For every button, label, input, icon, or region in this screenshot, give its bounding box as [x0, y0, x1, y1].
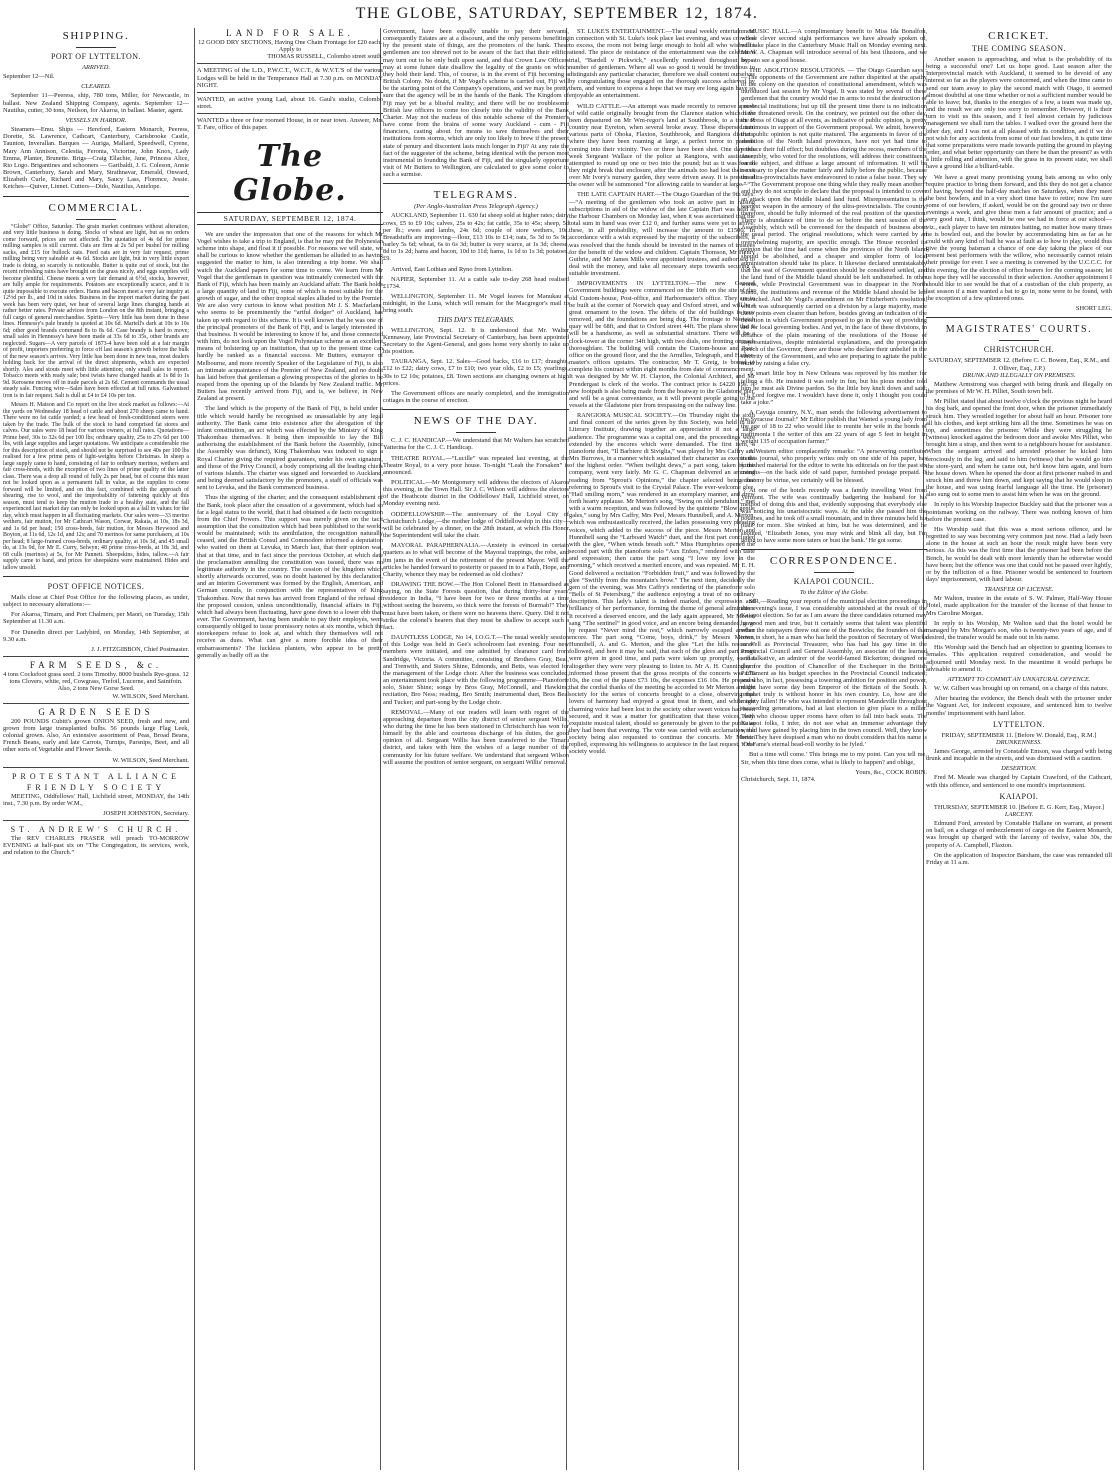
magistrates-heading: MAGISTRATES' COURTS.: [945, 324, 1093, 336]
st-andrews-heading: ST. ANDREW'S CHURCH.: [10, 825, 182, 835]
divider: [76, 47, 116, 48]
this-days-telegrams-heading: THIS DAY'S TELEGRAMS.: [437, 316, 515, 325]
land-for-sale-signature: THOMAS RUSSELL, Colombo street south.: [267, 53, 383, 61]
post-office-notice: For Akaroa, Timaru, and Port Chalmers, per Maori, on Tuesday, 15th September at 11.30 a.m.: [3, 611, 189, 626]
cricket-signature: SHORT LEG.: [1075, 305, 1112, 313]
cricket-paragraph: Another season is approaching, and what is the probability of its being a successful one? Let us hope good. Last season after the Interprovincial match with Auckland, it seemed to be devoid of any interest so far as the players were concerned, and when the time came to send our team away to play the second match with Otago, it seemed almost doubtful at one time whether or not a sufficient number would be able to leave; but, thanks to the energies of a few, a team was made up, and the result we are only too sorry to remember. However, it is their turn to visit us this season, and I feel almost certain by judicious management we shall turn the tables. I walked over the ground here the other day, and I was not at all pleased with its condition, and if we do not wish for any accidents from some of our fast bowlers, it is quite time that some preparations were made towards putting the ground in playing order, and what better opportunity can there be than the present? as with a little rolling and attention, with the grass in its present state, we shall have a ground like a billiard-table.: [926, 56, 1112, 171]
christchurch-heading: CHRISTCHURCH.: [983, 345, 1055, 355]
news-item: MUSIC HALL.—A complimentary benefit to Miss Ida Bonalfon, whose clever second sight performances we have already spoken of, will take place in the Canterbury Music Hall on Monday evening next. Mr W. A. Chapman will introduce several of his best illusions, and we hope to see a good house.: [741, 28, 927, 64]
kaiapoi-court-heading: KAIAPOI.: [999, 791, 1039, 801]
news-item: A Western editor complacently remarks: “A persevering contributor to this journal, who properly writes only on one side of his paper, has furnished material for the editor to write his editorials on for the past six months—on the back side of said paper, furnished postage prepaid. If economy be virtue, we certainly will be blessed.: [741, 447, 927, 484]
telegram-item: Arrived, East Lothian and Ryno from Lyttelton.: [391, 265, 513, 273]
temperance-meeting-text: A MEETING of the L.D., P.W.C.T., W.C.T., & W.V.T.'S of the various Lodges will be held in the Temperance Hall at 7.30 p.m. on MONDAY NIGHT.: [197, 67, 383, 89]
news-item: RANGIORA MUSICAL SOCIETY.—On Thursday night the sixth and final concert of the series given by this Society, was held in the Literary Institute, drawing together an appreciative if not a large audience. The programme was a capital one, and the proceedings were extended by the encores which were demanded. The first item, a pianoforte duet, “Il Barbiere di Siviglia,” was played by Mrs Caffry and Mrs Burrows, in a manner which sustained their character as executants of the highest order. “When twilight dews,” a part song, taken by the company, went very fairly. Mr G. C. Chapman delivered an amusing reading from “Sprout's Opinions,” the chapter selected being that referring to Sprout's visit to the Crystal Palace. The ever-welcome glee, “Hail smiling morn,” was rendered in an exemplary manner, and drew forth hearty applause. Mr Merton's song, “Swing on old pendulum,” met with a warm reception, and was followed by the quintette “Blow gentle gales,” sung by Mrs Caffry, Mrs Peel, Messrs Hunnibell, and A. Merton, which was enthusiastically received, the ladies possessing very pleasing voices, which added to the success of the piece. Messrs Merton and Hunnibell sang the “Larboard Watch” duet, and the first part concluded with the glee, “When winds breath soft.” Miss Humphries opened the second part with the pianoforte solo “Aux Enfers,” rendered with taste and expression; then came the part song “I love my love in the morning,” which received a merited encore, and was repeated. Mr E. H. Good delivered a recitation “Forbidden fruit,” and was followed by the glee “Swiftly from the mountain's brow.” The next item, decidedly the gem of the evening, was Mrs Caffry's rendering of the pianoforte solo “Bells of St Petersburg,” the audience enjoying a treat of no ordinary description. This lady's talent is indeed marked, the expression and brilliancy of her performance, forming the theme of general admiration. It received a deserved encore, and the lady again appeared, Mr Merton sang “The sentinel” in good voice, and an encore being demanded, gave by request “Never mind the rest,” which narrowly escaped another encore. The part song “Come, boys, drink,” by Messrs Merton, Hunnibell, A. and G. Merton, and the glee “Let the hills resound” followed, and here it may be said, that each of the glees and part songs were given in good time, and parts were taken up promptly, so that altogether they were very pleasing to listen to. Mr A. H. Cunningham informed those present that the gross receipts of the concerts was £76 10s, the cost of the piano £73 10s, the expenses £16 10s. He proposed that the cordial thanks of the meeting be accorded to Mr Merton and the society for the series of concerts brought to a close, observing that lovers of harmony had enjoyed a great treat in them, and while one charming voice had been lost to the society other sweet voices had been secured, and it was a matter for gratification that these voices, with exquisite musical talent, should so generously be given to the public as they had been that evening. The vote was carried with acclamation, the society being also requested to continue the concerts. Mr Merton replied, expressing his willingness to acquiesce in the last request, if the society would.: [569, 412, 755, 756]
masthead: THE GLOBE, SATURDAY, SEPTEMBER 12, 1874.: [355, 5, 759, 22]
court-date: THURSDAY, SEPTEMBER 10. [Before E. G. Kerr, Esq., Mayor.]: [933, 803, 1105, 811]
column-2: [197, 28, 383, 1470]
wanted-ad: [197, 113, 383, 131]
court-paragraph: Fred M. Meade was charged by Captain Crawford, of the Cathcart, with this offence, and sentenced to one month's imprisonment.: [926, 774, 1112, 789]
farm-seeds-text: 4 tons Cocksfoot grass seed. 2 tons Timothy. 8000 bushels Rye-grass. 12 tons Clovers, white, red, Cowgrass, Trefoil, Lucerne, and Saintfoin. Also, 2 tons New Gorse Seed.: [3, 671, 189, 693]
protestant-alliance-signature: JOSEPH JOHNSTON, Secretary.: [103, 809, 189, 817]
dateline: SATURDAY, SEPTEMBER 12, 1874.: [197, 212, 383, 225]
telegram-item: AUCKLAND, September 11. 630 fat sheep sold at higher rates; dairy cows, £5 to £9 10s; calves, 25s to 42s; fat cattle, 35s to 45s; sheep, 5d per lb.; ewes and lambs, 24s 6d; couple of store wethers, 10s. Breadstuffs are improving—flour, £13 10s to £14; oats, 5s 3d to 5s 9d; barley 5s 6d; wheat, 6s to 6s 3d; butter is very scarce, at 1s 3d; cheese, 8d to 1s 2d; hams and bacon, 10d to 11d; hams, 1s 1d to 1s 3d; potatoes, £9.: [383, 212, 569, 263]
news-item: THE LATE CAPTAIN HART.—The Otago Guardian of the 9th says:—“A meeting of the gentlemen who took an active part in raising subscriptions in aid of the widow of the late Captain Hart was held at the Harbour Chambers on Monday last, when it was ascertained that the total sum in hand was over £12 0, and further sums were yet to arrive; these, in all probability, will increase the amount to £1500. In accordance with a wish expressed by the majority of the subscribers, it was resolved that the funds should be invested in the names of trustees for the benefit of the widow and children. Captain Thomson, Mr Henry Guthrie, and Mr James Mills were appointed trustees, and authorised to deal with the money, and take all necessary steps towards securing a suitable investment.: [569, 191, 755, 278]
news-item: At one of the hotels recently was a family travelling West from Vermont. The wife was continually badgering the husband for his method of doing this and that, evidently supposing that everybody else was noticing his unaristocratic ways. At the table she passed him the potatoes, and he took off a small mountain, and in three minutes held his plate for more. She winked at him, but he was determined, and he shouted, ‘Elizabeth Jones, you may wink and blink all day, but I'm going to have some more taters or bust the bank.’ He got some.: [741, 486, 927, 544]
cleared-label: CLEARED.: [81, 83, 111, 91]
commercial-report: “Globe” Office, Saturday. The grain market continues without alteration, and very little business is doing. Stocks of wheat are light, but as no orders come forward, prices are not affected. The quotation of 4s 6d for prime milling samples is still current. Oats are firm at 2s 5d per bushel for milling sacks, and £15 for bullock oats. Feed oats are in very fair request, prime milling being very saleable at 4s 6d. Stocks are light, but in very little export trade is doing, so scarcely is noticeable. Butter is quite out of stock, but the recent refreshing rains have brought on the grass nicely, and eggs supplies will become plentiful. Cheese meets a very fair demand at 6½d, stocks, however, are fully ample for requirements. Potatoes are exceptionally scarce, and it is quite impossible to execute orders. Hams and bacon meet a very fair inquiry at 12½d per lb., and 10d in sides. Business in the import market during the past week has been very quiet, we hear of several large lines changing hands at rather better rates. Private advices from London on the 8th instant, bringing a full cargo of general merchandise. Spirits—Very little has been done in these lines. Hennessy's pale brandy is quoted at 10s 6d. Martell's dark at 10s to 10s 6d; other good brands command 8s to 8s 6d. Case brandy is hard to move; small sales in Hennessy's have been made at 33s 6d to 35s, other brands are neglected. Sugars—A very parcels of 1873-4 have been sold at a fair margin of profit, importers preferring to force off last season's growth before the bulk of the new season's arrives. Very little has been done in new teas, most dealers holding back for the arrival of the direct shipments, which are expected shortly. Ales and stouts meet with little attention; only small sales to report. Tobacco meets with ready sale; best twists have changed hands at 1s 8d to 1s 9d. Kerosene moves off in trade parcels at 2s 6d. Cement commands the usual steady sale. Fencing wire—Sales have been effected at full rates. Galvanised iron is in fair request. Salt is dull at £4 to £4 10s per ton.: [3, 223, 189, 399]
court-paragraph: In reply to his Worship Inspector Buckley said that the prisoner was a pointsman working on the railway. There was nothing known of him before the present case.: [926, 501, 1112, 523]
newspaper-logo: The Globe.: [233, 138, 347, 208]
telegrams-subheading: (Per Anglo-Australian Press Telegraph Agency.): [414, 203, 538, 211]
news-item: DRAWING THE BOW.—The Hon Colonel Brett in Hansardised as saying, on the State Forests question, that during thirty-four years' residence in India, “I have been for two or three months at a time without seeing the heavens, so thick were the forests of Burmah!” They must have been taken, or there were no heavens there. Query. Did it not strike the colonel's hearers that they must be shallow to accept such a fact.: [383, 581, 569, 631]
news-item: IMPROVEMENTS IN LYTTELTON.—The new General Government buildings were commenced on the 10th on the site of the old Custom-house, Post-office, and Harbormaster's office. They are to be built at the corner of Norwich quay and Oxford street, and will be a great ornament to the town. The débris of the old buildings is now removed, and the foundations are being dug. The frontage to Norwich quay will be 68ft, and that to Oxford street 44ft. The plans show that it will be a handsome, as well as substantial structure. There will be a clock-tower at the corner 34ft high, with two dials, one fronting on each thoroughfare. The building will contain the Custom-house and Post-office on the ground floor, and the the Armilles, Telegraph, and Harbor-master's offices upstairs. The contractor, Mr T. Greig, is bound to complete his contract within eight months from date of commencement. It was designed by Mr W. H. Clayton, the Colonial Architect, and Mr Prendergast is clerk of the works. The contract price is £4220 19s. A new footpath is also being made from the boatway to the Gladstone pier, and will be a great convenience, as it will prevent people going to the vessels at the Gladstone pier from trespassing on the railway line.: [569, 280, 755, 409]
news-item: WILD CATTLE.—An attempt was made recently to remove a mob of wild cattle originally brought from the Clarence station which have been depastured on Mr Wm-regor's land at Southbrook, to a tract of country near Eyreton, when several broke away. These dispersed into various parts of Ohoka, Flaxton, Southbrook, and Rangiora districts, where they have been roaming at large, a perfect terror to persons coming into their vicinity. Two or three have been shot. One day this week Sergeant Wallace of the police at Rangiora, with assistance, attempted to round up one or two into the pound; but as it was feared they might break that enclosure, after the animals too had lost their exit over Mr Ivory's nursery garden, they were driven away. It is presumed the owner will be summoned “for allowing cattle to wander at large.”: [569, 102, 755, 189]
news-item: DAUNTLESS LODGE, No 14, I.O.G.T.—The usual weekly session of this Lodge was held in Gee's schoolroom last evening. Four new members were initiated, and one admitted by clearance card from Sandridge, Victoria. A committee, consisting of Brothers Gray, Beal, and Trenwith, and Sisters Shine, Edmonds, and Betts, was elected for the management of the Lodge choir. After the business was concluded, an entertainment took place with the following programme—Pianoforte solo, Sister Shine; songs by Bros Gray, McConnell, and Hawkins; recitation, Bro Ness; reading, Bro Smith; instrumental duet, Bros Beal and Tucker; and part-song by the Lodge choir.: [383, 634, 569, 706]
court-date: FRIDAY, SEPTEMBER 11. [Before W. Donald, Esq., R.M.]: [941, 731, 1097, 739]
news-item: A smart little boy in New Orleans was reproved by his mother for telling a fib. He insisted it was only in fun, but his pious mother told him he must ask Divine pardon. So the little boy knelt down and said: “O, Lord forgive me. I wouldn't have done it, only I thought you could take a joke.”: [741, 370, 927, 406]
telegram-item: The Government offices are nearly completed, and the immigration cottages in the course of erection.: [383, 389, 569, 405]
leader-paragraph: Government, have been equally unable to pay their servants, consequently Estates are at a discount, and the only persons benefiting by the present state of things, are the promoters of the bank. These gentlemen are too shrewd not to be aware of the fact that their edifice may turn out to be only built upon sand, and that Crown Law Officers may at some future date disallow the legality of the grants on which they hold their land. This, of course, is in the event of Fiji becoming a British Colony. No doubt, if Mr Vogel's scheme is carried out, Fiji will be the starting point of the Company's operations, and we may be pretty sure that the agency will be in the hands of the Bank. The Kingdom of Fiji may yet be a blissful reality; and there will be no troublesome British law officers to come too closely into the validity of the Bank Charter. May not the nucleus of this notable scheme of the Premier's have come from the brains of some wary Auckland - cum - Fiji financiers, casting about for means to save themselves and their institutions from storms, which are only too likely to brew if the present state of penury and discontent lasts much longer in Fiji? At any rate the fact of the suggester of the scheme, being identical with the person most instrumental in founding the Bank of Fiji, and the singularly opportune visit of Mr Butters to Wellington, are calculated to give some color to such a surmise.: [383, 28, 569, 179]
leader-paragraph: The land which is the property of the Bank of Fiji, is held under a title which would hardly be recognised as unassailable by any legal authority. The Bank came into existence after the abrogation of the infant constitution, an act which was effected by the Ministry of King Thakombau themselves. It being then impossible to lay the Bill authorising the establishment of the Bank before the Assembly, (since the Assembly was defunct), King Thakombau was induced to sign a Royal Charter giving the required guarantees, under his own signature, and those of the Privy Council, a body comprising all the leading chiefs of various islands. The charter was signed and forwarded to Auckland, and being deemed satisfactory by the promoters, a staff of officials was sent to Levuka, and the Bank commenced business.: [197, 405, 383, 492]
post-office-heading: POST OFFICE NOTICES.: [47, 582, 145, 591]
letter-paragraph: SIR,—Reading your reports of the municipal election proceedings in this evening's issue, I was considerably astonished at the result of the Kaiapoi election. So far as I am aware the three candidates returned may be good men and true, but it certainly seems that talent was plentiful when the ratepayers threw out one of the Beswicks; the founders of that town in short, he a man who has held the position of Secretary of Works as well as Provincial Treasurer, who has had his gay time in the Provincial Council and General Assembly, an associate of the learned and talkative, an admirer of the world-famed Bickerton; designed one day for the position of Chancellor of the Exchequer in the British Parliament as his budget speeches in the Provincial Council indicated; and who, in fact, possessing a towering ambition for position and power, might have some day been Emperor of the Britain of the South. A prophet truly is without honor in his own country. Lo, how are the mighty fallen! He who was intended to represent Mandeville throughout succeeding generations, had at last election to give place to a miller. They who choose upper rooms have often to fall into back seats. The Kaiapoi folks, I infer, do not see what an immense advantage they would have gained by placing him in the town council. Well, they know best. They have despised a man who no doubt considers that his name is ‘On Fame's eternal bead-roll worthy to be fyled.’: [741, 598, 927, 749]
telegram-item: WELLINGTON, Sept. 12. It is understood that Mr. Walter Kennaway, late Provincial Secretary of Canterbury, has been appointed Secretary to the Agent-General, and goes home very shortly to take up his position.: [383, 326, 569, 356]
cricket-subheading: THE COMING SEASON.: [971, 44, 1067, 53]
farm-seeds-signature: W. WILSON, Seed Merchant.: [112, 692, 189, 700]
land-for-sale-text: 12 GOOD DRY SECTIONS, Having One Chain Frontage for £20 each. Apply to: [198, 39, 382, 54]
column-4: [569, 28, 755, 1470]
letter-signature: Yours, &c., COCK ROBIN.: [855, 768, 927, 776]
court-paragraph: W. W. Gilbert was brought up on remand, on a charge of this nature.: [934, 685, 1109, 693]
kaiapoi-council-heading: KAIAPOI COUNCIL.: [793, 576, 875, 586]
news-item: A Cayuga country, N.Y., man sends the following advertisement to the Syracuse Journal:“ Mr Editor publish that Wanted a young lady from the age of 18 to 22 who would like to reunite her wife in the bonds of matrimonia I the writer of this am 22 years of age 5 feet in height in weight 135 of occupation farmer.”: [741, 409, 927, 445]
telegrams-heading: TELEGRAMS.: [433, 189, 519, 202]
protestant-alliance-heading: PROTESTANT ALLIANCE FRIENDLY SOCIETY: [12, 771, 180, 792]
news-item: ST. LUKE'S ENTERTAINMENT.—The usual weekly entertainment in connection with St. Luke's took place last evening, and was crowded to excess, the room not being large enough to hold all who wished to attend. The piece de resistance of the entertainment was the celebrated trial, “Bardell v Pickwick,” excellently rendered throughout by a number of gentlemen. Where all was so good it would be invidious to distinguish any particular character, therefore we shall content ourselves by congratulating those engaged on the thorough success achieved by them, and venture to express a hope that we may ere long again have so enjoyable an entertainment.: [569, 28, 755, 100]
lyttelton-heading: LYTTELTON.: [993, 719, 1045, 729]
case-heading: DESERTION.: [1001, 765, 1037, 773]
garden-seeds-ad: [3, 703, 189, 764]
news-item: THEATRE ROYAL.—“Lucille” was repeated last evening, at the Theatre Royal, to a very poor house. To-night “Leah the Forsaken” is announced.: [383, 454, 569, 476]
temperance-meeting-ad: [197, 63, 383, 88]
news-item: REMOVAL.—Many of our readers will learn with regret of the approaching departure from the city district of senior sergeant Willis, who during the time he has been stationed in Christchurch has won for himself by the able and courteous discharge of his duties, the good opinion of all. Sergeant Willis has been transferred to the Timaru district, and takes with him the wishes of a large number of the community for his future welfare. We understand that sergeant Wilson will assume the position of senior sergeant, on sergeant Willis' removal.: [383, 708, 569, 766]
news-item: MAYORAL PARAPHERNALIA.—Anxiety is evinced in certain quarters as to what will become of the Mayoral trappings, the robe, and jim jams in the event of the retirement of the present Mayor. Will the articles be handed forward to posterity or passed in to a Faith, Hope, and Charity, whence they may be redeemed as old clothes?: [383, 542, 569, 578]
arrived-text: September 12—Nil.: [3, 73, 55, 81]
commercial-heading: COMMERCIAL.: [48, 201, 144, 214]
court-paragraph: His Worship said the Bench had an objection to granting licenses to females. This application required consideration, and would be adjourned until Monday next. In the meantime it would perhaps be advisable to amend it.: [926, 644, 1112, 673]
column-rule: [194, 28, 195, 1470]
letter-salutation: To the Editor of the Globe.: [799, 588, 869, 596]
protestant-alliance-text: MEETING, Oddfellows' Hall, Lichfield street, MONDAY, the 14th inst., 7.30 p.m. By order W.M.,: [3, 792, 189, 807]
column-3: [383, 28, 569, 1470]
wanted-lad-text: WANTED, an active young Lad, about 16. Gaul's studio, Colombo street.: [197, 95, 383, 111]
st-andrews-text: The REV CHARLES FRASER will preach TO-MORROW EVENING at half-past six on “The Congregation, its services, work, and relation to the Church.”: [3, 835, 189, 857]
letter-paragraph: But a time will come.’ This brings me to my point. Can you tell me, Sir, when this time does come, what is likely to happen? and oblige,: [741, 751, 927, 766]
news-item: C. J. C. HANDICAP.—We understand that Mr Walters has scratched Yatterina for the C. J. C. Handicap.: [383, 437, 569, 452]
post-office-signature: J. J. FITZGIBBON, Chief Postmaster.: [91, 645, 189, 653]
leader-paragraph: Thus the signing of the charter, and the consequent establishment of the Bank, took place after the cessation of a government, which had so far a legal status to the world, that it had obtained a de facto recognition from the Chief Powers. This support was merely given on the tacit assumption that the constitution which had been published to the world, would be maintained; with its annihilation, the recognition naturally ceased, and the British Consul and Commodore informed a deputation who waited on them at Levuka, in March last, that their opinion was, that at that time, and in fact since the previous October, at which date the proclamation annulling the constitution was issued, there was no legitimate authority in the country. The cession of the kingdom which shortly afterwards occurred, was no doubt hastened by this declaration, and an interim Government was formed by the English, American, and German consuls, in conjunction with the representatives of King Thakombau. Now that news has arrived from England of the refusal of the proposed cession, unless unconditionally, financial affairs in Fiji, which had always been fluctuating, have gone down to a lower ebb than ever. The Government, having been unable to pay their employés, were consequently obliged to issue promissory notes at six months, which the storekeepers refuse to look at, and which they themselves will not receive as dues. What can give a more forcible idea of their embarrassments? The luckless planters, who appear to be pretty generally as badly off as the: [197, 494, 383, 659]
court-paragraph: Mr Walton, trustee in the estate of S. W. Palmer, Half-Way House Hotel, made application for the transfer of the license of that house to Mrs Caroline Morgan.: [926, 595, 1112, 617]
post-office-notice: For Dunedin direct per Ladybird, on Monday, 14th September, at 9.30 a.m.: [3, 628, 189, 643]
column-1: [3, 28, 189, 1470]
protestant-alliance-ad: [3, 767, 189, 817]
wanted-ad: [197, 92, 383, 110]
news-of-the-day-heading: NEWS OF THE DAY.: [413, 415, 539, 428]
telegram-item: TAURANGA, Sept. 12. Sales—Good backs, £16 to £17; draughts, £12 to £22; dairy cows, £7 to £10; two year olds, £2 to £5; yearlings, 30s to £2 10s; potatoes, £8. Town sections are changing owners at high prices.: [383, 358, 569, 387]
wanted-house-text: WANTED a three or four roomed House, in or near town. Answer, Mrs T. Fare, office of this paper.: [197, 117, 383, 132]
land-for-sale-ad: [197, 28, 383, 60]
port-heading: PORT OF LYTTELTON.: [50, 52, 142, 61]
case-heading: ATTEMPT TO COMMIT AN UNNATURAL OFFENCE.: [947, 675, 1091, 683]
column-6: [926, 28, 1112, 1470]
case-heading: LARCENY.: [1004, 810, 1034, 818]
column-5: [741, 28, 927, 1470]
cricket-heading: CRICKET.: [988, 30, 1050, 42]
court-paragraph: In reply to his Worship, Mr Walton said that the hotel would be managed by Mrs Morgan's son, who is twenty-two years of age, and if desired, the transfer would be made out in his name.: [926, 619, 1112, 642]
st-andrews-ad: [3, 820, 189, 856]
case-heading: DRUNK AND ILLEGALLY ON PREMISES.: [962, 371, 1076, 379]
cleared-text: September 11—Peeress, ship, 780 tons, Miller, for Newcastle, in ballast. New Zealand Shipping Company, agents. September 12—Nautilus, cutter, 30 tons, Neilson, for Akaroa, in ballast. Master, agent.: [3, 92, 189, 114]
arrived-label: ARRIVED.: [82, 64, 110, 71]
telegram-item: WELLINGTON, September 11. Mr Vogel leaves for Manukau at midnight, in the Luna, which will remain for the Macgregor's mail to bring south.: [383, 293, 569, 315]
court-paragraph: After hearing the evidence, the Bench dealt with the prisoner under the Vagrant Act, for indecent exposure, and sentenced him to twelve months' imprisonment with hard labor.: [926, 695, 1112, 717]
court-paragraph: His Worship said that this was a most serious offence, and he regretted to say was becoming very common just now. Had a lady been alone in the house at such an hour the result might have been very serious. As this was the first time that the prisoner had been before the Bench, he would be dealt with more leniently than he otherwise would have been; but the offence was one that could not be passed over lightly, or by the infliction of a fine. Prisoner would be sentenced to fourteen days' imprisonment, with hard labour.: [926, 525, 1112, 583]
news-item: ODDFELLOWSHIP.—The anniversary of the Loyal City of Christchurch Lodge,—the mother lodge of Oddfellowship in this city—will be celebrated by a dinner, on the 28th instant, at which His Honor the Superintendent will take the chair.: [383, 510, 569, 540]
letter-date: Christchurch, Sept. 11, 1874.: [741, 775, 816, 783]
post-office-notice: Mails close at Chief Post Office for the following places, as under, subject to necessary alterations:—: [3, 594, 189, 609]
news-item: THE ABOLITION RESOLUTIONS. — The Otago Guardian says :—The opponents of the Government are rather dispirited at the apathy of the colony on the question of constitutional amendment, which was introduced last session by Mr Vogel. It was stated by several of these gentlemen that the country would rise in arms to resist the destruction of provincial institutions; but up till the present time there is no indication of the threatened revolt. On the contrary, we pointed out the other day, the Press of Otago at all events, as indicative of public opinion, is pretty unanimous in support of the Government proposal. We admit, however, that public opinion is not quite matured. The arguments in favor of the abolition of the North Island provinces, have not yet had time to produce their full effect; but doubtless during the recess, members of the Assembly, who voted for the resolutions, will address their constituents on the subject, and diffuse a large amount of information. It will be necessary to place the matter fairly and fully before the public, because the ultra-provincialists have endeavoured to raise a false issue. They say—“The Government propose one thing while they really mean another;” and they do not scruple to declare that the proposal is intended to cover an attack upon the Middle Island land fund. Misrepresentation is the keenest weapon in the armoury of the ultra-provincialists. The country, therefore, should be fully informed of the real position of the question. There is abundance of time to do so before the next session of the Assembly, which will be convened for the despatch of business about the usual period. The original resolutions, which were carried by an overwhelming majority, are specific enough. The House recorded its opinion that the time had come when the provinces of the North Island should be abolished, and a cheaper and simpler form of local administration should take its place. It likewise declared unmistakably that the seat of Government question should be considered settled, and the land fund of the Middle Island should be left undisturbed. In other words, while Provincial Government was to disappear in the North Island, the institutions and revenue of the Middle Island should be left untouched. And Mr Vogel's amendment on Mr Fitzherbert's resolution, which was subsequently carried on a division by a large majority, made these points even clearer than before, besides giving an indication of the direction in which Government proposed to go in the way of providing aid for local governing bodies. And yet, in the face of these divisions, in defiance of the plain meaning of the resolutions of the House of Representatives, despite ministerial explanations, and the prorogation speech of the Governor, there are those who declare their unbelief in the sincerity of the Government, and who are preparing to agitate the public mind by raising a false cry.: [741, 66, 927, 368]
shipping-heading: SHIPPING.: [62, 30, 130, 42]
livestock-report: Messrs H. Matson and Co report on the live stock market as follows:—At the yards on Wednesday 18 head of cattle and about 270 sheep came to hand. There were no fat cattle yarded; a few head of fresh-conditioned steers were taken by the trade. The bulk of the stock to hand comprised fat stores and calves. Our sales were 18 head for various owners, at full rates. Quotations—Prime beef, 30s to 32s 6d per 100 lbs; ordinary quality, 25s to 27s 6d per 100 lbs, with large supplies and larger quotations. We anticipate a considerable rise for this description of stock, and should not be surprised to see 40s per 100 lbs realised for a few prime pens of light-weights before Christmas. In sheep a large supply came to hand, consisting of fair to ordinary merinos, wethers and fair cross-breds, with the exception of two lines of prime quality of the latter class. There was a drop all round of fully 2s per head, but of course this must not be looked upon as a permanent fall in value, as the supplies to come forward will be limited, and on this fact, combined with the approach of shearing, rise to wool, and the improbability of fattening quickly at this season, must tend to keep the mutton trade in a healthy state, and the fall experienced last market day can only be looked upon as a fall in values for the day, which must happen in all fluctuating markets. Our sales were—33 merino wethers, fair mutton, for Mr Cathcart Wason, Corwar, Rakaia, at 10s, 18s 3d, and 1s 6d per head; 150 cross-breds, fair mutton, for Messrs Heywood and Boyton, at 11s 6d, 12s 1d, and 12s; and 70 merinos for same purchasers, at 10s per head; 8 large-framed cross-breds, ordinary quality, at 10s 3d, and 45 small do, at 13s 9d, for Mr E. Curry, Selwyn; 48 prime cross-breds, at 18s 3d, and 68 culls (merinos) at 5s, for Mr Pannett. Sheepskins, hides, tallow.—A fair supply came to hand, and prices for sheepskins were maintained. Hides and tallow unsold.: [3, 402, 189, 571]
vessels-text: Steamers—Emu. Ships — Hereford, Eastern Monarch, Peeress, Dorette, St. Lawrence, Cathcart, Canterbury, Carisbrooke Castle, Taunton, Inverallan. Barques — Auriga, Mallard, Speedwell, Cyrene, Mary Ann Annison, Celestia, Feronia, Victorine, John Knox, Lady Emma, Planter, Brunette. Brigs—Craig Ellachie, Jane, Princess Alice, Rio Logo. Brigantines and schooners — Garibaldi, J. G. Coleson, Annie Brown, Canterbury, Sarah and Mary, Strathnavar, Emerald, Onward, Elizabeth Curle, Richard and Mary, Saucy Lass, Florence, Jessie. Ketches—Quiver, Linnet. Cutters—Dido, Nautilus, Antelope.: [3, 126, 189, 191]
court-paragraph: Edmund Ford, arrested by Constable Hallane on warrant, at present on bail, on a charge of embezzlement of cargo on the Eastern Monarch, was brought up charged with the larceny of twelve, value 30s, the property of A. Campbell, Flaxton.: [926, 820, 1112, 849]
case-heading: DRUNKENNESS.: [996, 738, 1042, 746]
court-paragraph: On the application of Inspector Barsham, the case was remanded till Friday at 11 a.m.: [926, 851, 1112, 866]
farm-seeds-heading: FARM SEEDS, &c.: [29, 660, 163, 671]
garden-seeds-text: 200 POUNDS Cubitt's grown ONION SEED, fresh and new, and grown from large transplanted bulbs. 56 pounds large Flag Leek, colonial grown. Also, An extensive assortment of Peas, Broad Beans, French Beans, early and late Carrots, Turnips, Parsnips, Beet, and all other sorts of Vegetable and Flower Seeds.: [3, 717, 189, 754]
correspondence-heading: CORRESPONDENCE.: [769, 554, 899, 567]
court-paragraph: James George, arrested by Constable Emson, was charged with being drunk and incapable in the streets, and was dismissed with a caution.: [926, 747, 1112, 763]
cricket-paragraph: We have a great many promising young bats among us who only require practice to bring them forward, and this they do not get a chance of having, beyond the half-day matches on Saturdays, when they meet the best bowlers, and in a very short time have to retire; now I'm sure some of our bowlers, if asked, would be on the ground say two or three evenings a week, and give these men a fair amount of practice; and a very good rate, I think, would be one we had in force at our school—viz., each player to have ten minutes batting, no matter how many times he is bowled out, and the bowler by accommodating him as far as he could with any kind of ball he was at fault as to how to play, would thus give the young batsman a chance of one day taking the place of our present best performers with the willow, who necessarily cannot retain their prestige for ever. I see a meeting is convened by the U.C.C.C. for this evening, for the election of office bearers for the coming season; let us hope they will be successful in their selection. Another appointment I should like to see would be that of a custodian of the club property, as last season if a man wanted a bat to go in, none were to be found, with the exception of a few splintered ones.: [926, 173, 1112, 303]
garden-seeds-heading: GARDEN SEEDS: [38, 706, 154, 717]
case-heading: TRANSFER OF LICENSE.: [984, 586, 1054, 594]
vessels-heading: VESSELS IN HARBOR.: [65, 116, 127, 124]
court-date: SATURDAY, SEPTEMBER 12. (Before C. C. Bowen, Esq., R.M., and J. Olliver, Esq., J.P.): [928, 357, 1110, 372]
farm-seeds-ad: [3, 656, 189, 700]
telegram-item: NAPIER, September 11. At a cattle sale to-day 268 head realised £1734.: [383, 275, 569, 290]
court-paragraph: Mr Pilliet stated that about twelve o'clock the previous night he heard his dog bark, and opened the front door, when the prisoner immediately struck him. They wrestled together for about half an hour. Prisoner tore all his clothes, and kept striking him all the time. Sometimes he was on top, and sometimes the prisoner. While they were struggling he (witness) knocked against the bedroom door and awoke Mrs Pilliet, who brought him a strap, and then went to a neighbours house for assistance. When the sergeant arrived and arrested prisoner he kicked him ferociously in the leg, and said to him (witness) that he would go into the store-yard, and when he came out, he'd know him again, and burn the house down. When he opened the door at first prisoner rushed in and struck him and threw him down, and kept saying that he would sleep in the house, and was using fearful language all the time. He (prisoner) also sung out to some men to assist him when he was on the ground.: [926, 398, 1112, 499]
land-for-sale-heading: LAND FOR SALE.: [226, 28, 354, 38]
leader-paragraph: We are under the impression that one of the reasons for which Mr Vogel wishes to take a trip to England, is that he may put the Polynesian scheme into shape, and float it if possible. For reasons we will state, we shall be curious to know whether the gentleman he alluded to as having suggested the matter to him, is also intending a trip home. We shall watch the Auckland papers for some time to come. We learn from Mr Vogel that the gentleman in question was intimately connected with the Bank of Fiji, which has been mainly an Auckland affair. The Bank holds a large quantity of land in Fiji, some of which is most suitable for the growth of sugar, and the other tropical staples alluded to by the Premier. We are also very curious to know what position Mr J. S. Macfarlane, who seems to be preeminently the “artful dodger” of Auckland, has taken up with regard to this scheme. It is well known that he was one of the principal promoters of the Bank of Fiji, and is largely interested in that business. It would be interesting to know if he, and those connected with him, do not look upon the Vogel Polynesian scheme as an excellent means of bolstering up an institution, that up to the present time can hardly be ranked as a financial success. Mr Butters, exmayor of Melbourne, and more recently Speaker of the Legislature of Fiji, is also an intimate acquaintance of the Premier of New Zealand, and no doubt has laid before that gentleman a glowing prospectus of the glories to be reaped from the opening up of the Islands by New Zealand traffic. Mr Butters has recently arrived from Fiji, and is, we believe, in New Zealand at present.: [197, 230, 383, 403]
garden-seeds-signature: W. WILSON, Seed Merchant.: [112, 756, 189, 764]
news-item: POLITICAL.—Mr Montgomery will address the electors of Akaroa this evening, in the Town Hall. Sir J. C. Wilson will address the electors of the Heathcote district in the Oddfellows' Hall, Lichfield street, on Monday evening next.: [383, 478, 569, 508]
court-paragraph: Matthew Armstrong was charged with being drunk and illegally on the premises of Mr W. H. Pilliet, South town belt.: [926, 380, 1112, 396]
